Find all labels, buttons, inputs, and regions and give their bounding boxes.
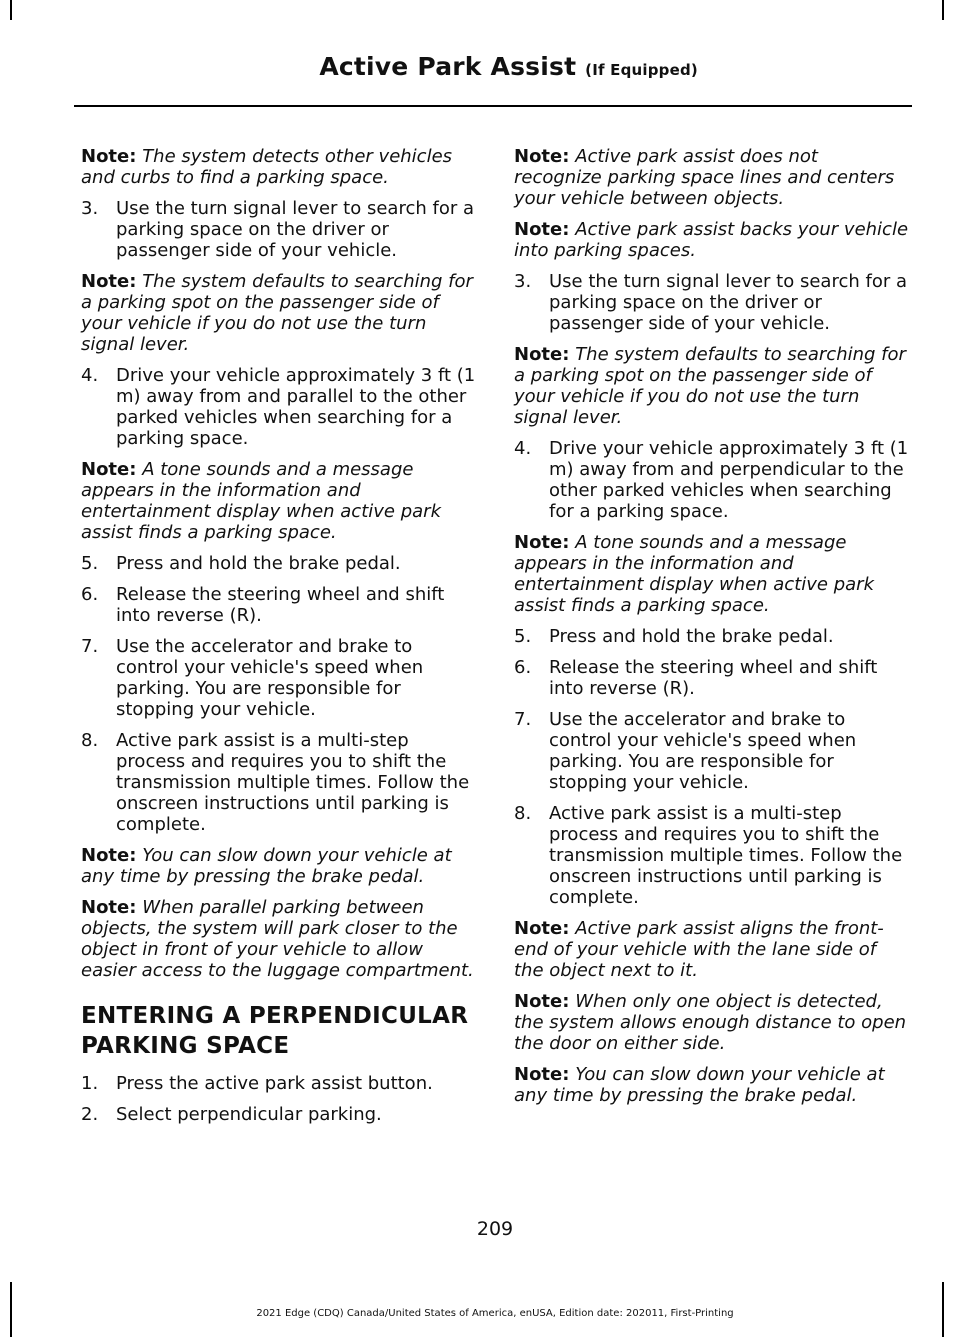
section-heading-line1: ENTERING A PERPENDICULAR [81, 1003, 469, 1029]
page-number: 209 [476, 1218, 514, 1240]
step-item: 2. Select perpendicular parking. [81, 1104, 382, 1125]
step-item: 4. Drive your vehicle approximately 3 ft (1 m) away from and perpendicular to the other parked vehicles when searching for a parking space. [514, 438, 909, 522]
header-title-main: Active Park Assist [319, 52, 577, 81]
step-item: 6. Release the steering wheel and shift into reverse (R). [514, 657, 878, 699]
left-column [81, 146, 477, 1135]
note: Note: The system defaults to searching for a parking spot on the passenger side of your vehicle if you do not use the turn signal lever. [81, 271, 473, 355]
note: Note: Active park assist does not recognize parking space lines and centers your vehicle between objects. [514, 146, 895, 209]
step-item: 7. Use the accelerator and brake to control your vehicle's speed when parking. You are responsible for stopping your vehicle. [514, 709, 857, 793]
note: Note: You can slow down your vehicle at any time by pressing the brake pedal. [514, 1064, 885, 1106]
note: Note: When only one object is detected, the system allows enough distance to open the door on either side. [514, 991, 907, 1054]
step-item: 4. Drive your vehicle approximately 3 ft (1 m) away from and parallel to the other parked vehicles when searching for a parking space. [81, 365, 476, 449]
step-item: 8. Active park assist is a multi-step process and requires you to shift the transmission multiple times. Follow the onscreen instructions until parking is complete. [81, 730, 470, 835]
right-column [514, 146, 910, 1116]
note: Note: Active park assist backs your vehicle into parking spaces. [514, 219, 909, 261]
page-header-title [319, 52, 698, 81]
step-item: 1. Press the active park assist button. [81, 1073, 433, 1094]
step-item: 7. Use the accelerator and brake to control your vehicle's speed when parking. You are responsible for stopping your vehicle. [81, 636, 424, 720]
header-title-suffix: (If Equipped) [585, 61, 698, 79]
crop-mark-top-right [942, 0, 944, 20]
step-item: 3. Use the turn signal lever to search for a parking space on the driver or passenger side of your vehicle. [81, 198, 474, 261]
step-item: 5. Press and hold the brake pedal. [81, 553, 401, 574]
note: Note: A tone sounds and a message appears in the information and entertainment display when active park assist finds a parking space. [81, 459, 441, 543]
note: Note: When parallel parking between objects, the system will park closer to the object in front of your vehicle to allow easier access to the luggage compartment. [81, 897, 474, 981]
note: Note: Active park assist aligns the front-end of your vehicle with the lane side of the object next to it. [514, 918, 884, 981]
section-heading [81, 1001, 477, 1061]
note: Note: A tone sounds and a message appears in the information and entertainment display when active park assist finds a parking space. [514, 532, 874, 616]
note: Note: You can slow down your vehicle at any time by pressing the brake pedal. [81, 845, 452, 887]
step-item: 8. Active park assist is a multi-step process and requires you to shift the transmission multiple times. Follow the onscreen instructions until parking is complete. [514, 803, 903, 908]
note: Note: The system detects other vehicles and curbs to find a parking space. [81, 146, 453, 188]
step-item: 6. Release the steering wheel and shift into reverse (R). [81, 584, 445, 626]
section-heading-line2: PARKING SPACE [81, 1033, 290, 1059]
note: Note: The system defaults to searching for a parking spot on the passenger side of your vehicle if you do not use the turn signal lever. [514, 344, 906, 428]
step-item: 3. Use the turn signal lever to search for a parking space on the driver or passenger side of your vehicle. [514, 271, 907, 334]
step-item: 5. Press and hold the brake pedal. [514, 626, 834, 647]
crop-mark-top-left [10, 0, 12, 20]
header-rule [74, 105, 912, 107]
footer-edition-info: 2021 Edge (CDQ) Canada/United States of America, enUSA, Edition date: 202011, First-Printing [256, 1308, 734, 1319]
